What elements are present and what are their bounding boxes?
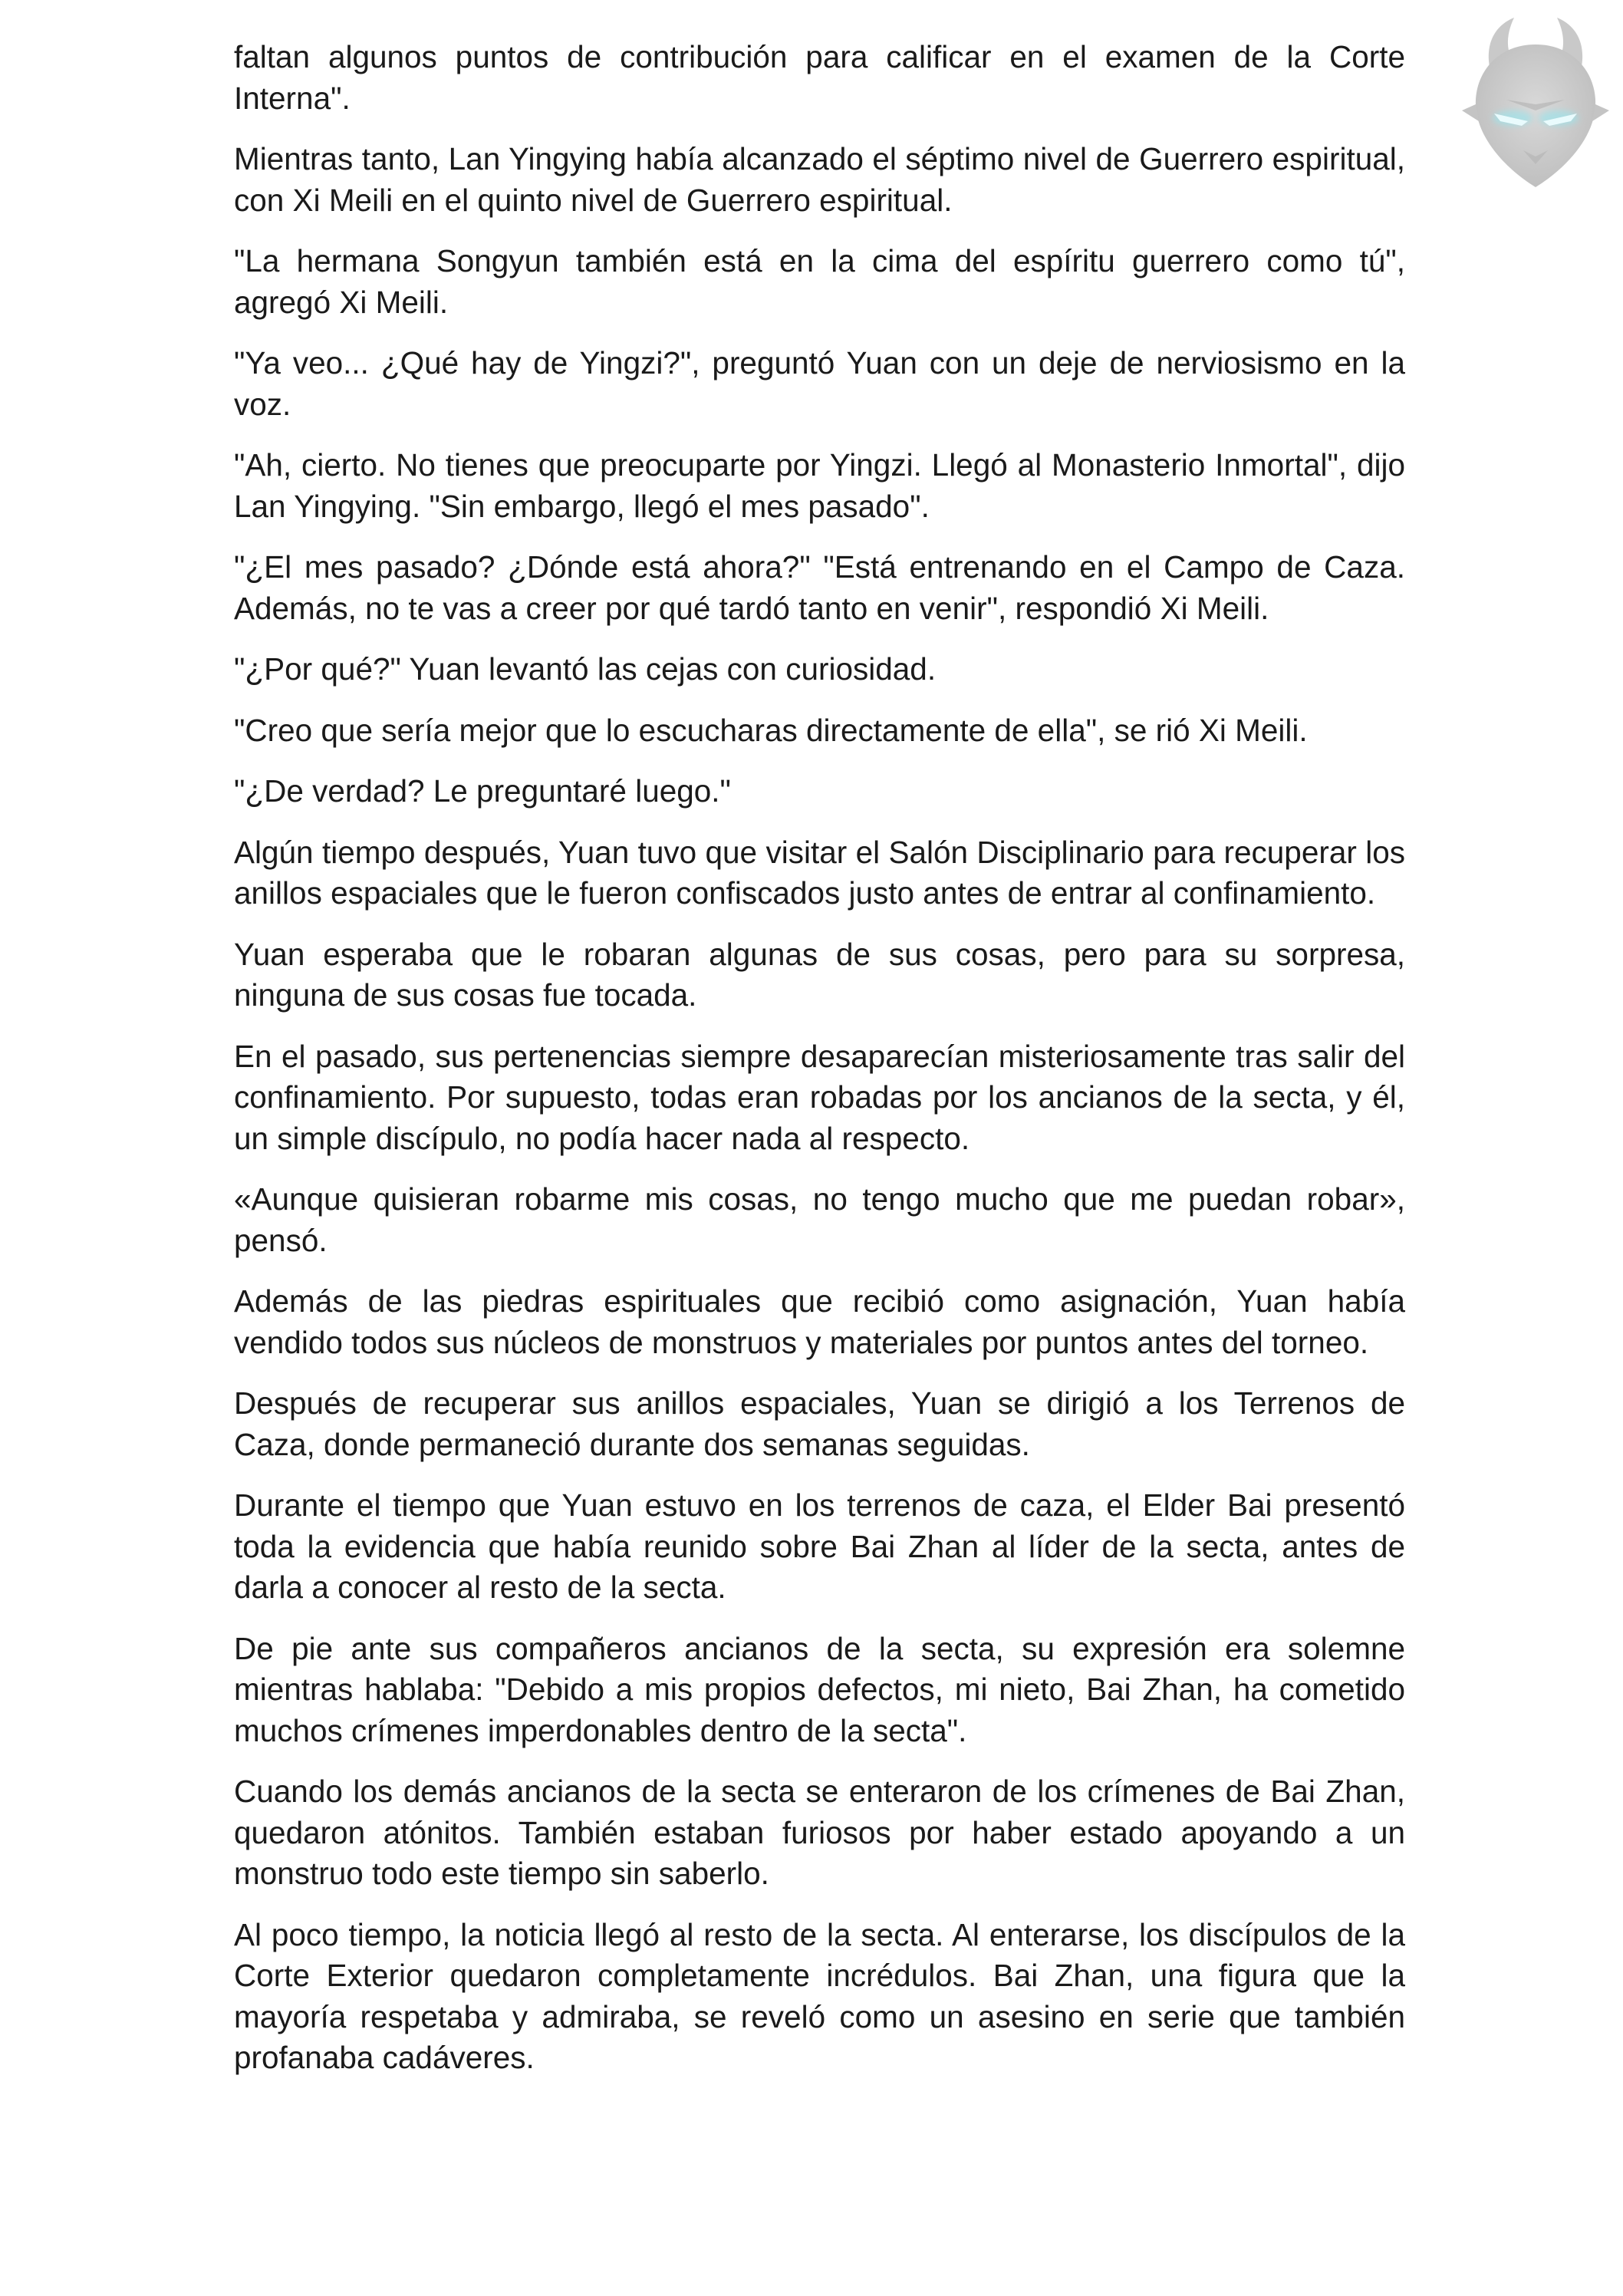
paragraph: Cuando los demás ancianos de la secta se enteraron de los crímenes de Bai Zhan, quedaron atónitos. También estaban furiosos por haber estado apoyando a un monstruo todo este tiempo sin saberlo. (234, 1774, 1405, 1891)
demon-head-logo-icon (1460, 14, 1611, 190)
paragraph: "¿De verdad? Le preguntaré luego." (234, 773, 731, 809)
paragraph: "Ya veo... ¿Qué hay de Yingzi?", preguntó Yuan con un deje de nerviosismo en la voz. (234, 345, 1405, 422)
paragraph: "¿El mes pasado? ¿Dónde está ahora?" "Está entrenando en el Campo de Caza. Además, no te vas a creer por qué tardó tanto en venir", respondió Xi Meili. (234, 549, 1405, 626)
paragraph: "Creo que sería mejor que lo escucharas directamente de ella", se rió Xi Meili. (234, 712, 1308, 748)
paragraph: «Aunque quisieran robarme mis cosas, no tengo mucho que me puedan robar», pensó. (234, 1181, 1405, 1258)
paragraph: Durante el tiempo que Yuan estuvo en los terrenos de caza, el Elder Bai presentó toda la evidencia que había reunido sobre Bai Zhan al líder de la secta, antes de darla a conocer al resto de la secta. (234, 1487, 1405, 1605)
paragraph: Mientras tanto, Lan Yingying había alcanzado el séptimo nivel de Guerrero espiritual, con Xi Meili en el quinto nivel de Guerrero espiritual. (234, 141, 1405, 218)
paragraph: Después de recuperar sus anillos espaciales, Yuan se dirigió a los Terrenos de Caza, donde permaneció durante dos semanas seguidas. (234, 1385, 1405, 1462)
paragraph: "Ah, cierto. No tienes que preocuparte por Yingzi. Llegó al Monasterio Inmortal", dijo Lan Yingying. "Sin embargo, llegó el mes pasado". (234, 447, 1405, 524)
paragraph: En el pasado, sus pertenencias siempre desaparecían misteriosamente tras salir del confinamiento. Por supuesto, todas eran robadas por los ancianos de la secta, y él, un simple discípulo, no podía hacer nada al respecto. (234, 1038, 1405, 1156)
paragraph: Al poco tiempo, la noticia llegó al resto de la secta. Al enterarse, los discípulos de la Corte Exterior quedaron completamente incrédulos. Bai Zhan, una figura que la mayoría respetaba y admiraba, se reveló como un asesino en serie que también profanaba cadáveres. (234, 1916, 1405, 2075)
paragraph: "La hermana Songyun también está en la cima del espíritu guerrero como tú", agregó Xi Meili. (234, 243, 1405, 320)
paragraph: De pie ante sus compañeros ancianos de la secta, su expresión era solemne mientras hablaba: "Debido a mis propios defectos, mi nieto, Bai Zhan, ha cometido muchos crímenes imperdonables dentro de la secta". (234, 1630, 1405, 1748)
paragraph: "¿Por qué?" Yuan levantó las cejas con curiosidad. (234, 651, 937, 687)
chapter-text (234, 37, 1405, 2099)
paragraph: Algún tiempo después, Yuan tuvo que visitar el Salón Disciplinario para recuperar los anillos espaciales que le fueron confiscados justo antes de entrar al confinamiento. (234, 834, 1405, 911)
paragraph: Además de las piedras espirituales que recibió como asignación, Yuan había vendido todos sus núcleos de monstruos y materiales por puntos antes del torneo. (234, 1283, 1405, 1360)
paragraph: Yuan esperaba que le robaran algunas de sus cosas, pero para su sorpresa, ninguna de sus cosas fue tocada. (234, 936, 1405, 1013)
paragraph: faltan algunos puntos de contribución para calificar en el examen de la Corte Interna". (234, 39, 1405, 116)
